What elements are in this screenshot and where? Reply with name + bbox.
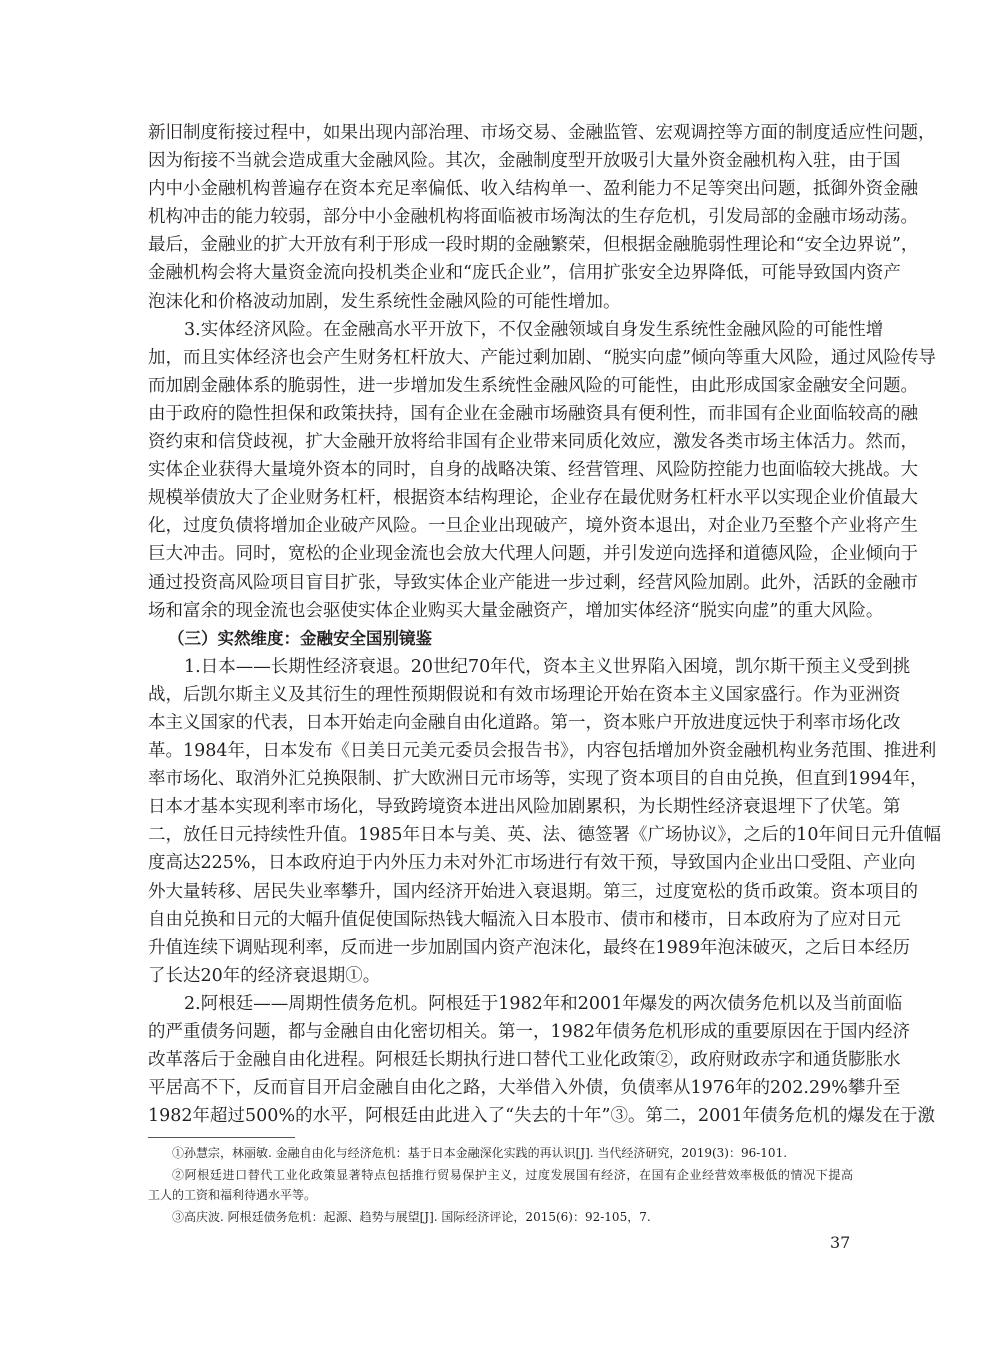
footnote-divider [148, 1137, 295, 1138]
footnote-line: ①孙慧宗，林丽敏. 金融自由化与经济危机：基于日本金融深化实践的再认识[J]. 当代经济研究，2019(3)：96-101. [172, 1146, 788, 1160]
footnote-line: 工人的工资和福利待遇水平等。 [148, 1188, 317, 1202]
text-line: 2.阿根廷——周期性债务危机。阿根廷于1982年和2001年爆发的两次债务危机以及当前面临 [184, 993, 903, 1014]
text-line: 的严重债务问题，都与金融自由化密切相关。第一，1982年债务危机形成的重要原因在于国内经济 [148, 1022, 911, 1042]
text-line: 巨大冲击。同时，宽松的企业现金流也会放大代理人问题，并引发逆向选择和道德风险，企业倾向于 [148, 544, 918, 565]
text-line: 外大量转移、居民失业率攀升，国内经济开始进入衰退期。第三，过度宽松的货币政策。资本项目的 [148, 881, 918, 902]
text-line: 实体企业获得大量境外资本的同时，自身的战略决策、经营管理、风险防控能力也面临较大挑战。大 [148, 460, 918, 481]
text-line: 金融机构会将大量资金流向投机类企业和“庞氏企业”，信用扩张安全边界降低，可能导致国内资产 [148, 263, 901, 284]
text-line: 而加剧金融体系的脆弱性，进一步增加发生系统性金融风险的可能性，由此形成国家金融安全问题。 [148, 375, 918, 396]
page-number: 37 [830, 1233, 851, 1252]
text-line: 最后，金融业的扩大开放有利于形成一段时期的金融繁荣，但根据金融脆弱性理论和“安全边界说”， [148, 235, 919, 256]
text-line: 机构冲击的能力较弱，部分中小金融机构将面临被市场淘汰的生存危机，引发局部的金融市场动荡。 [148, 207, 918, 228]
text-line: 加，而且实体经济也会产生财务杠杆放大、产能过剩加剧、“脱实向虚”倾向等重大风险，通过风险传导 [148, 347, 936, 368]
text-line: 升值连续下调贴现利率，反而进一步加剧国内资产泡沫化，最终在1989年泡沫破灭，之后日本经历 [148, 937, 911, 958]
text-line: 泡沫化和价格波动加剧，发生系统性金融风险的可能性增加。 [148, 291, 621, 312]
text-line: 资约束和信贷歧视，扩大金融开放将给非国有企业带来同质化效应，激发各类市场主体活力。然而， [148, 432, 918, 453]
text-line: 因为衔接不当就会造成重大金融风险。其次，金融制度型开放吸引大量外资金融机构入驻，由于国 [148, 151, 901, 172]
text-line: 度高达225%，日本政府迫于内外压力未对外汇市场进行有效干预，导致国内企业出口受阻、产业向 [148, 853, 916, 874]
text-line: 革。1984年，日本发布《日美日元美元委员会报告书》，内容包括增加外资金融机构业务范围、推进利 [148, 741, 937, 762]
paragraph [148, 990, 935, 1130]
text-line: 自由兑换和日元的大幅升值促使国际热钱大幅流入日本股市、债市和楼市，日本政府为了应对日元 [148, 909, 901, 930]
text-line: 平居高不下，反而盲目开启金融自由化之路，大举借入外债，负债率从1976年的202.29%攀升至 [148, 1078, 901, 1099]
footnote [148, 1207, 853, 1227]
paragraph [148, 119, 936, 316]
text-line: 战，后凯尔斯主义及其衍生的理性预期假说和有效市场理论开始在资本主义国家盛行。作为亚洲资 [148, 684, 901, 705]
heading-text: （三）实然维度：金融安全国别镜鉴 [168, 628, 432, 648]
text-line: 3.实体经济风险。在金融高水平开放下，不仅金融领域自身发生系统性金融风险的可能性增 [184, 319, 884, 340]
text-line: 规模举债放大了企业财务杠杆，根据资本结构理论，企业存在最优财务杠杆水平以实现企业价值最大 [148, 488, 918, 509]
text-line: 日本才基本实现利率市场化，导致跨境资本进出风险加剧累积，为长期性经济衰退埋下了伏笔。第 [148, 797, 901, 818]
section-heading [148, 625, 853, 653]
text-line: 改革落后于金融自由化进程。阿根廷长期执行进口替代工业化政策②，政府财政赤字和通货膨胀水 [148, 1050, 901, 1071]
footnote-line: ③高庆波. 阿根廷债务危机：起源、趋势与展望[J]. 国际经济评论，2015(6)：92-105，7. [172, 1210, 651, 1224]
text-line: 二，放任日元持续性升值。1985年日本与美、英、法、德签署《广场协议》，之后的10年间日元升值幅 [148, 825, 942, 846]
text-line: 率市场化、取消外汇兑换限制、扩大欧洲日元市场等，实现了资本项目的自由兑换，但直到1994年， [148, 769, 928, 790]
text-line: 新旧制度衔接过程中，如果出现内部治理、市场交易、金融监管、宏观调控等方面的制度适应性问题， [148, 123, 936, 143]
body-text [148, 119, 942, 1130]
text-line: 由于政府的隐性担保和政策扶持，国有企业在金融市场融资具有便利性，而非国有企业面临较高的融 [148, 403, 918, 424]
text-line: 场和富余的现金流也会驱使实体企业购买大量金融资产，增加实体经济“脱实向虚”的重大风险。 [148, 600, 884, 621]
text-line: 通过投资高风险项目盲目扩张，导致实体企业产能进一步过剩，经营风险加剧。此外，活跃的金融市 [148, 572, 918, 593]
footnote [148, 1143, 853, 1163]
footnotes [148, 1143, 853, 1227]
text-line: 化，过度负债将增加企业破产风险。一旦企业出现破产，境外资本退出，对企业乃至整个产业将产生 [148, 516, 918, 537]
text-line: 本主义国家的代表，日本开始走向金融自由化道路。第一，资本账户开放进度远快于利率市场化改 [148, 712, 901, 733]
footnote-line: ②阿根廷进口替代工业化政策显著特点包括推行贸易保护主义，过度发展国有经济，在国有企业经营效率极低的情况下提高 [172, 1168, 853, 1182]
text-line: 1.日本——长期性经济衰退。20世纪70年代，资本主义世界陷入困境，凯尔斯干预主义受到挑 [184, 656, 911, 677]
footnote [148, 1165, 853, 1205]
text-line: 1982年超过500%的水平，阿根廷由此进入了“失去的十年”③。第二，2001年债务危机的爆发在于激 [148, 1106, 935, 1127]
text-line: 内中小金融机构普遍存在资本充足率偏低、收入结构单一、盈利能力不足等突出问题，抵御外资金融 [148, 179, 918, 200]
paragraph [148, 653, 942, 990]
text-line: 了长达20年的经济衰退期①。 [148, 965, 381, 986]
paragraph [148, 316, 936, 625]
